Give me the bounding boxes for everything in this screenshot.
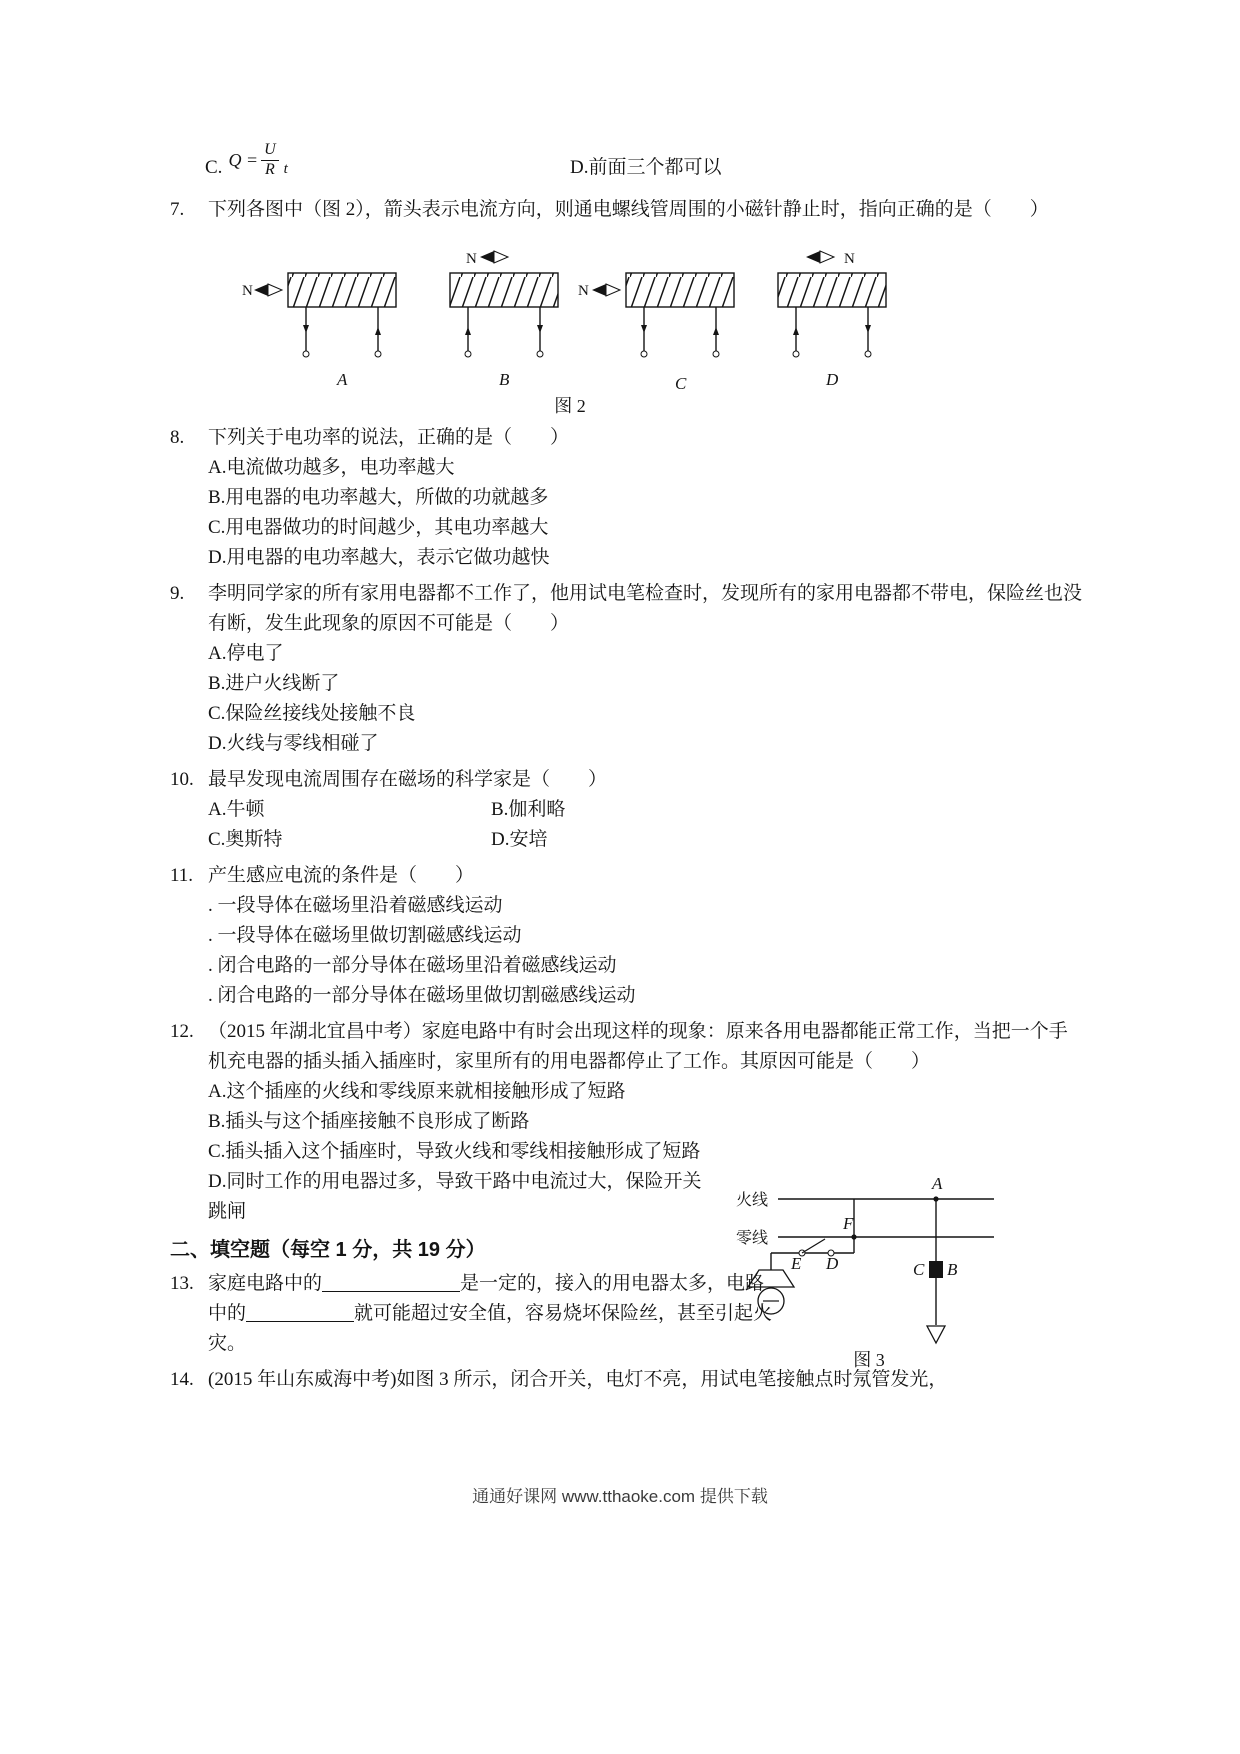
question-9-number: 9.: [170, 583, 185, 604]
question-11-option-4: . 闭合电路的一部分导体在磁场里做切割磁感线运动: [208, 985, 636, 1006]
compass-needle-d: [806, 251, 820, 263]
compass-n-label-b: N: [466, 251, 477, 267]
question-8-option-b: B.用电器的电功率越大，所做的功就越多: [208, 487, 549, 508]
point-d-label: D: [826, 1254, 839, 1273]
question-11-option-2: . 一段导体在磁场里做切割磁感线运动: [208, 925, 522, 946]
compass-n-label-c: N: [578, 283, 589, 299]
question-10-option-b: B.伽利略: [491, 799, 566, 820]
solenoid-a: [242, 273, 396, 389]
question-6-options-cd: [170, 135, 1085, 181]
solenoid-d: [778, 251, 886, 389]
question-11-option-3: . 闭合电路的一部分导体在磁场里沿着磁感线运动: [208, 955, 617, 976]
live-wire-label: 火线: [736, 1192, 769, 1209]
fraction-numerator: U: [264, 141, 276, 159]
question-14-text: (2015 年山东威海中考)如图 3 所示，闭合开关，电灯不亮，用试电笔接触点时氖管发光，: [208, 1369, 948, 1390]
option-c: [205, 142, 288, 179]
socket-block: [929, 1261, 943, 1278]
coil-d: [778, 273, 886, 307]
question-10-text: 最早发现电流周围存在磁场的科学家是（ ）: [208, 769, 608, 790]
question-10: [170, 765, 1085, 855]
question-13-number: 13.: [170, 1273, 194, 1294]
question-9-option-d: D.火线与零线相碰了: [208, 733, 379, 754]
switch-blade: [802, 1239, 825, 1253]
question-7-text: 下列各图中（图 2），箭头表示电流方向，则通电螺线管周围的小磁针静止时，指向正确的是（ ）: [208, 199, 1049, 220]
point-f-label: F: [843, 1214, 854, 1233]
question-8-text: 下列关于电功率的说法，正确的是（ ）: [208, 427, 570, 448]
figure-2-caption: 图 2: [554, 396, 586, 416]
question-9-option-c: C.保险丝接线处接触不良: [208, 703, 416, 724]
question-14-number: 14.: [170, 1369, 194, 1390]
question-8: [170, 423, 1085, 573]
question-7: [170, 195, 1085, 225]
point-e-label: E: [791, 1254, 802, 1273]
question-10-option-a: A.牛顿: [208, 799, 265, 820]
blank-2: [246, 1302, 354, 1322]
compass-needle-b: [480, 251, 494, 263]
figure-2: [240, 243, 900, 419]
page-footer: 通通好课网 www.tthaoke.com 提供下载: [472, 1487, 768, 1506]
section-2-title: 二、填空题（每空 1 分，共 19 分）: [170, 1239, 486, 1261]
formula-lhs: Q =: [228, 150, 259, 171]
question-8-option-c: C.用电器做功的时间越少，其电功率越大: [208, 517, 549, 538]
figure-label-d: D: [826, 370, 839, 389]
figure-3-drawing: [736, 1175, 1002, 1347]
fraction-denominator: R: [261, 160, 279, 179]
question-9-option-a: A.停电了: [208, 643, 284, 664]
figure-label-c: C: [675, 374, 687, 393]
question-8-number: 8.: [170, 427, 185, 448]
question-13-text: [208, 1269, 783, 1359]
figure-label-b: B: [499, 370, 510, 389]
compass-n-label-a: N: [242, 283, 253, 299]
option-d: D.前面三个都可以: [570, 157, 722, 178]
point-a-label: A: [932, 1175, 943, 1193]
coil-a: [288, 273, 396, 307]
question-9-option-b: B.进户火线断了: [208, 673, 340, 694]
question-12-option-c: C.插头插入这个插座时，导致火线和零线相接触形成了短路: [208, 1141, 701, 1162]
compass-n-label-d: N: [844, 251, 855, 267]
question-10-option-d: D.安培: [491, 829, 548, 850]
question-11-option-1: . 一段导体在磁场里沿着磁感线运动: [208, 895, 503, 916]
fraction: [260, 142, 280, 179]
solenoid-c: [578, 273, 734, 393]
blank-1: [322, 1272, 460, 1292]
question-13-part-1: 家庭电路中的: [208, 1273, 323, 1294]
coil-b: [450, 273, 558, 307]
compass-needle-c: [592, 284, 606, 296]
plumb-triangle: [927, 1326, 945, 1343]
neutral-wire-label: 零线: [736, 1230, 769, 1247]
question-12-option-d: D.同时工作的用电器过多，导致干路中电流过大，保险开关跳闸: [208, 1171, 702, 1222]
question-7-number: 7.: [170, 199, 185, 220]
figure-label-a: A: [337, 370, 348, 389]
question-12-option-b: B.插头与这个插座接触不良形成了断路: [208, 1111, 530, 1132]
point-c-label: C: [913, 1260, 925, 1279]
question-12-text: （2015 年湖北宜昌中考）家庭电路中有时会出现这样的现象：原来各用电器都能正常工作，当把一个手机充电器的插头插入插座时，家里所有的用电器都停止了工作。其原因可能是（ ）: [208, 1021, 1068, 1072]
formula-q-equals-u-over-r-t: [228, 142, 287, 179]
formula-t: t: [283, 161, 288, 177]
question-10-option-c: C.奥斯特: [208, 829, 283, 850]
question-13-part-3: 就可能超过安全值，容易烧坏保险丝，甚至引起火灾。: [208, 1303, 773, 1354]
figure-3: [736, 1175, 1002, 1373]
solenoid-b: [450, 251, 558, 389]
question-9-text: 李明同学家的所有家用电器都不工作了，他用试电笔检查时，发现所有的家用电器都不带电，保险丝也没有断，发生此现象的原因不可能是（ ）: [208, 583, 1083, 634]
question-10-number: 10.: [170, 769, 194, 790]
lamp-shade: [748, 1270, 794, 1287]
question-12-option-a: A.这个插座的火线和零线原来就相接触形成了短路: [208, 1081, 626, 1102]
figure-3-caption: 图 3: [853, 1350, 885, 1370]
figure-2-drawing: [240, 243, 900, 393]
question-11-number: 11.: [170, 865, 194, 886]
question-8-option-a: A.电流做功越多，电功率越大: [208, 457, 455, 478]
coil-c: [626, 273, 734, 307]
question-12-number: 12.: [170, 1021, 194, 1042]
compass-needle-a: [254, 284, 268, 296]
question-13-part-2: 是一定的，接入的用电器太多，电路中的: [208, 1273, 765, 1324]
question-11-text: 产生感应电流的条件是（ ）: [208, 865, 475, 886]
question-11: [170, 861, 1085, 1011]
option-c-label: C.: [205, 157, 223, 178]
question-8-option-d: D.用电器的电功率越大，表示它做功越快: [208, 547, 550, 568]
point-b-label: B: [947, 1260, 958, 1279]
question-9: [170, 579, 1085, 759]
